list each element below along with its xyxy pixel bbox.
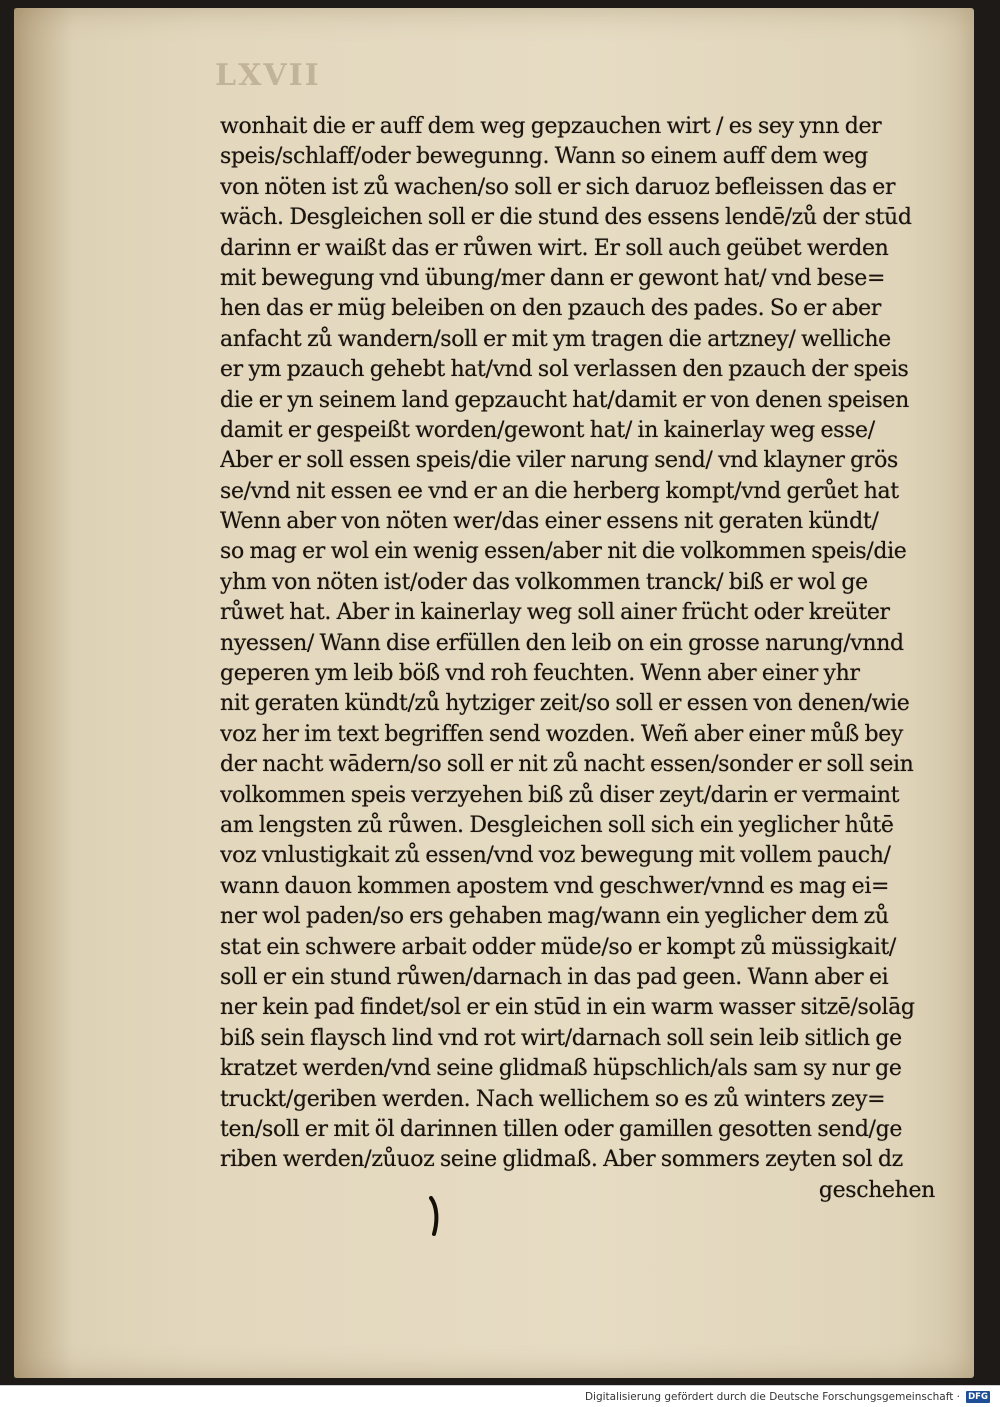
text-line: růwet hat. Aber in kainerlay weg soll ainer frücht oder kreüter <box>220 600 890 626</box>
text-line: nyessen/ Wann dise erfüllen den leib on ein grosse narung/vnnd <box>220 630 904 656</box>
text-line: kratzet werden/vnd seine glidmaß hüpschlich/als sam sy nur ge <box>220 1056 902 1082</box>
text-line: so mag er wol ein wenig essen/aber nit die volkommen speis/die <box>220 539 907 565</box>
footer-credit-text: Digitalisierung gefördert durch die Deutsche Forschungsgemeinschaft · <box>584 1390 960 1403</box>
text-line: am lengsten zů růwen. Desgleichen soll sich ein yeglicher hůtē <box>220 812 894 838</box>
text-line: ten/soll er mit öl darinnen tillen oder gamillen gesotten send/ge <box>220 1116 903 1142</box>
text-line: ner wol paden/so ers gehaben mag/wann ein yeglicher dem zů <box>220 904 889 930</box>
text-line: ner kein pad findet/sol er ein stūd in ein warm wasser sitzē/solāg <box>220 995 915 1021</box>
text-line: Aber er soll essen speis/die viler narung send/ vnd klayner grös <box>220 448 898 474</box>
text-line: hen das er müg beleiben on den pzauch des pades. So er aber <box>220 296 881 322</box>
text-line: damit er gespeißt worden/gewont hat/ in kainerlay weg esse/ <box>220 417 875 443</box>
text-line: biß sein flaysch lind vnd rot wirt/darnach soll sein leib sitlich ge <box>220 1025 902 1051</box>
text-line: anfacht zů wandern/soll er mit ym tragen die artzney/ welliche <box>220 326 891 352</box>
text-line: yhm von nöten ist/oder das volkommen tranck/ biß er wol ge <box>220 569 868 595</box>
text-line: von nöten ist zů wachen/so soll er sich daruoz befleissen das er <box>220 174 896 200</box>
text-line: stat ein schwere arbait odder müde/so er kompt zů müssigkait/ <box>220 934 896 960</box>
text-line: volkommen speis verzyehen biß zů diser zeyt/darin er vermaint <box>220 782 900 808</box>
text-line: wonhait die er auff dem weg gepzauchen wirt / es sey ynn der <box>220 114 882 139</box>
text-line: der nacht wādern/so soll er nit zů nacht essen/sonder er soll sein <box>220 752 914 778</box>
text-line: voz her im text begriffen send wozden. Weñ aber einer můß bey <box>220 721 904 747</box>
page-text-block <box>220 112 935 1206</box>
ink-stroke-mark <box>428 1196 440 1236</box>
text-line: se/vnd nit essen ee vnd er an die herberg kompt/vnd gerůet hat <box>220 478 899 504</box>
text-line: voz vnlustigkait zů essen/vnd voz bewegung mit vollem pauch/ <box>220 843 891 869</box>
digitization-footer <box>0 1385 1000 1407</box>
catchword: geschehen <box>818 1177 935 1203</box>
text-line: soll er ein stund růwen/darnach in das pad geen. Wann aber ei <box>220 964 889 990</box>
text-line: Wenn aber von nöten wer/das einer essens nit geraten kündt/ <box>220 509 879 535</box>
dfg-logo: DFG <box>966 1391 990 1403</box>
text-line: wann dauon kommen apostem vnd geschwer/vnnd es mag ei= <box>220 873 890 899</box>
margin-bleedthrough: ​ <box>116 409 119 426</box>
text-line: geperen ym leib böß vnd roh feuchten. Wenn aber einer yhr <box>220 661 860 687</box>
text-line: nit geraten kündt/zů hytziger zeit/so soll er essen von denen/wie <box>220 691 910 717</box>
text-line: wäch. Desgleichen soll er die stund des essens lendē/zů der stūd <box>220 205 912 231</box>
text-line: mit bewegung vnd übung/mer dann er gewont hat/ vnd bese= <box>220 265 886 291</box>
text-line: truckt/geriben werden. Nach wellichem so es zů winters zey= <box>220 1086 886 1112</box>
text-line: die er yn seinem land gepzaucht hat/damit er von denen speisen <box>220 387 909 413</box>
text-line: speis/schlaff/oder bewegunng. Wann so einem auff dem weg <box>220 144 868 170</box>
text-line: riben werden/zůuoz seine glidmaß. Aber sommers zeyten sol dz <box>220 1147 903 1173</box>
text-line: er ym pzauch gehebt hat/vnd sol verlassen den pzauch der speis <box>220 357 909 383</box>
folio-number-faded: LXVII <box>215 58 321 93</box>
text-line: darinn er waißt das er růwen wirt. Er soll auch geübet werden <box>220 235 889 261</box>
